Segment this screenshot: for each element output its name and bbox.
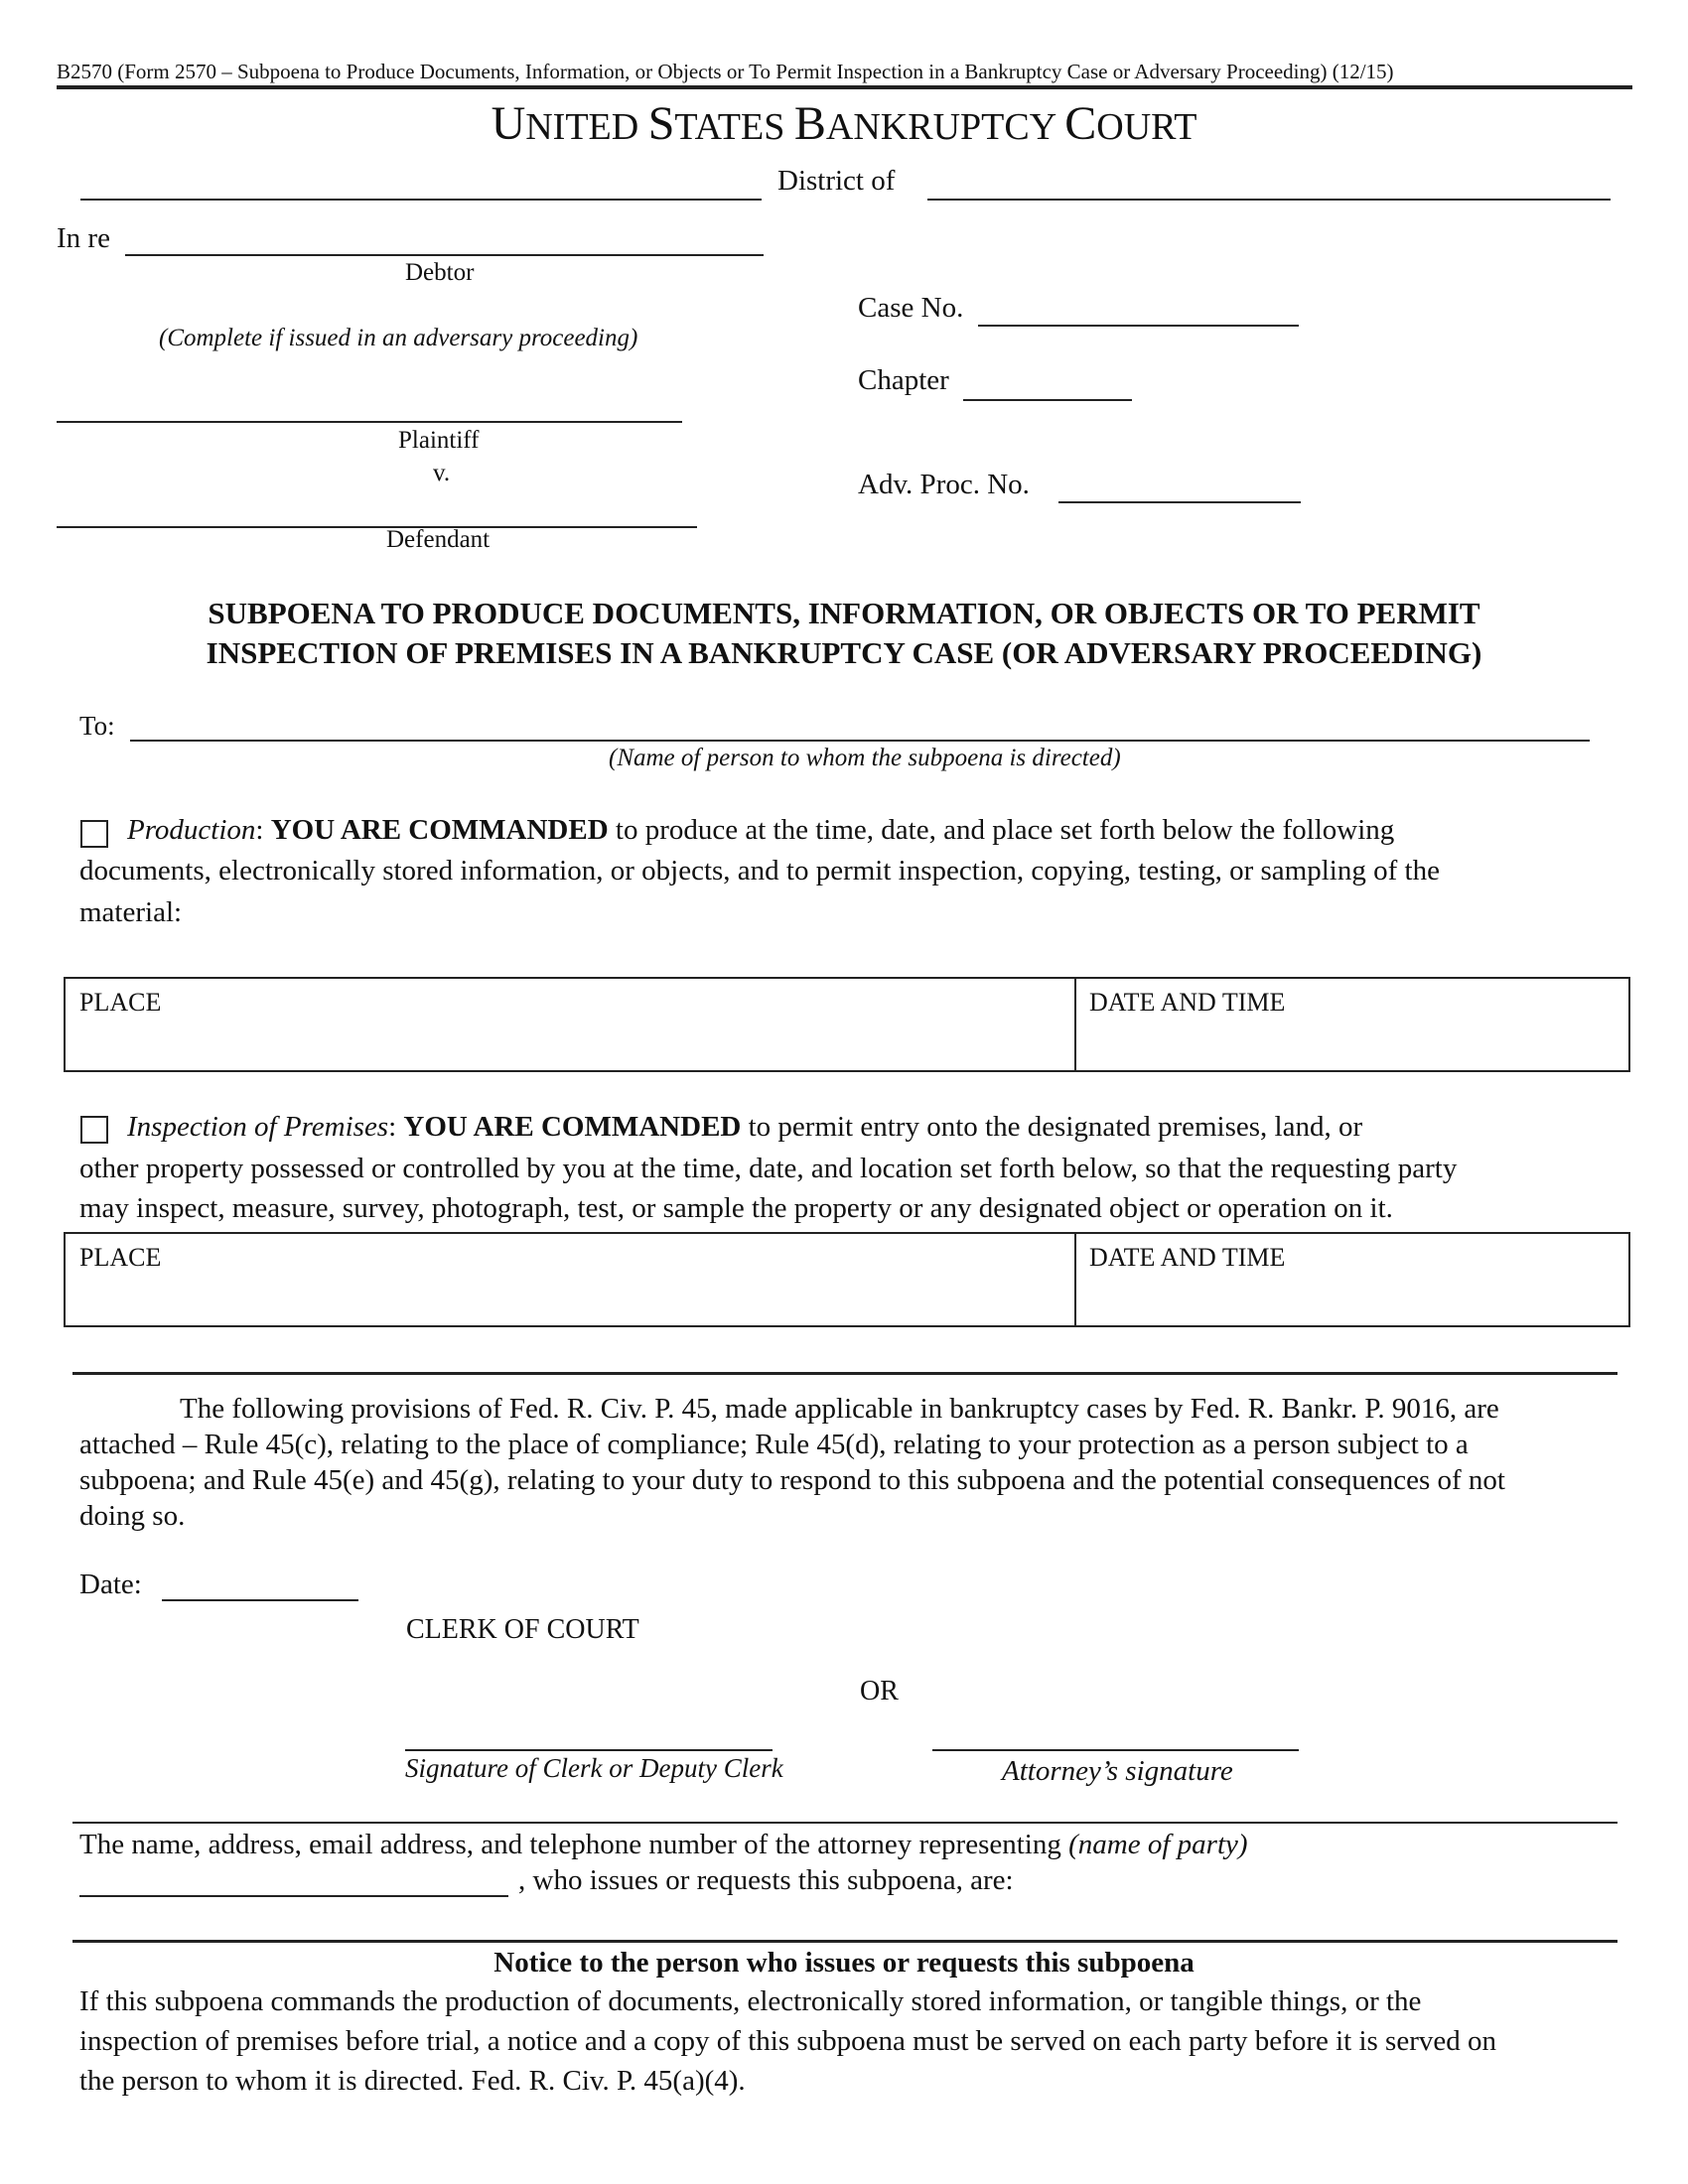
plaintiff-field[interactable] <box>57 421 682 423</box>
attorney-line1: The name, address, email address, and telephone number of the attorney representing (name of party) <box>79 1829 1248 1860</box>
production-datetime-label: DATE AND TIME <box>1089 988 1286 1017</box>
court-title: UNITED STATES BANKRUPTCY COURT <box>491 97 1197 150</box>
production-line1: Production: YOU ARE COMMANDED to produce at the time, date, and place set forth below the following <box>127 814 1395 846</box>
production-command: YOU ARE COMMANDED <box>270 814 609 846</box>
recipient-field[interactable] <box>130 740 1590 742</box>
inspection-line3: may inspect, measure, survey, photograph, test, or sample the property or any designated object or operation on it. <box>79 1192 1393 1224</box>
district-prefix-field[interactable] <box>80 199 762 201</box>
clerk-label: CLERK OF COURT <box>406 1614 639 1645</box>
to-label: To: <box>79 711 115 741</box>
provisions-line2: attached – Rule 45(c), relating to the place of compliance; Rule 45(d), relating to your protection as a person subject to a <box>79 1429 1469 1460</box>
subpoena-title-line1: SUBPOENA TO PRODUCE DOCUMENTS, INFORMATION, OR OBJECTS OR TO PERMIT <box>208 596 1480 630</box>
district-field[interactable] <box>927 199 1611 201</box>
inspection-line2: other property possessed or controlled by you at the time, date, and location set forth below, so that the requesting party <box>79 1153 1458 1184</box>
chapter-label: Chapter <box>858 364 949 396</box>
production-place-label: PLACE <box>79 988 162 1017</box>
date-field[interactable] <box>162 1599 358 1601</box>
chapter-field[interactable] <box>963 399 1132 401</box>
adv-proc-label: Adv. Proc. No. <box>858 469 1030 500</box>
recipient-note: (Name of person to whom the subpoena is directed) <box>609 745 1121 771</box>
plaintiff-label: Plaintiff <box>398 427 480 454</box>
provisions-line1: The following provisions of Fed. R. Civ. P. 45, made applicable in bankruptcy cases by Fed. R. Bankr. P. 9016, are <box>180 1393 1499 1425</box>
production-line3: material: <box>79 896 183 928</box>
notice-heading: Notice to the person who issues or requests this subpoena <box>493 1947 1195 1979</box>
or-label: OR <box>860 1676 899 1706</box>
production-label: Production <box>127 814 256 846</box>
versus-label: v. <box>433 460 451 486</box>
provisions-line3: subpoena; and Rule 45(e) and 45(g), relating to your duty to respond to this subpoena and the potential consequences of not <box>79 1464 1505 1496</box>
header-rule <box>57 85 1632 89</box>
case-no-label: Case No. <box>858 292 964 324</box>
notice-line1: If this subpoena commands the production of documents, electronically stored information, or tangible things, or the <box>79 1985 1422 2017</box>
party-name-field[interactable] <box>79 1895 508 1897</box>
production-checkbox[interactable] <box>80 820 108 848</box>
production-line2: documents, electronically stored information, or objects, and to permit inspection, copying, testing, or sampling of the <box>79 855 1440 887</box>
defendant-label: Defendant <box>386 526 491 553</box>
debtor-field[interactable] <box>125 254 764 256</box>
notice-rule <box>72 1940 1618 1943</box>
inspection-place-cell[interactable] <box>66 1234 1074 1325</box>
inspection-place-label: PLACE <box>79 1243 162 1272</box>
attorney-rule <box>72 1822 1618 1824</box>
section-rule <box>72 1372 1618 1375</box>
attorney-line2: , who issues or requests this subpoena, are: <box>518 1864 1014 1896</box>
district-label: District of <box>777 165 896 197</box>
inspection-command: YOU ARE COMMANDED <box>403 1111 742 1143</box>
clerk-signature-field[interactable] <box>405 1749 773 1751</box>
subpoena-title-line2: INSPECTION OF PREMISES IN A BANKRUPTCY CASE (OR ADVERSARY PROCEEDING) <box>206 635 1482 670</box>
date-label: Date: <box>79 1569 142 1600</box>
attorney-signature-field[interactable] <box>932 1749 1299 1751</box>
production-place-cell[interactable] <box>66 979 1074 1070</box>
inspection-label: Inspection of Premises <box>127 1111 389 1143</box>
party-note: (name of party) <box>1068 1829 1248 1860</box>
inspection-checkbox[interactable] <box>80 1116 108 1144</box>
case-no-field[interactable] <box>978 325 1299 327</box>
clerk-signature-label: Signature of Clerk or Deputy Clerk <box>405 1753 783 1783</box>
inspection-datetime-label: DATE AND TIME <box>1089 1243 1286 1272</box>
notice-line3: the person to whom it is directed. Fed. R. Civ. P. 45(a)(4). <box>79 2065 746 2097</box>
attorney-signature-label: Attorney’s signature <box>1002 1755 1233 1787</box>
adversary-note: (Complete if issued in an adversary proceeding) <box>159 325 638 351</box>
in-re-label: In re <box>57 222 110 254</box>
form-id: B2570 (Form 2570 – Subpoena to Produce Documents, Information, or Objects or To Permit Inspection in a Bankruptcy Case or Adversary Proceeding) (12/15) <box>57 60 1394 83</box>
debtor-label: Debtor <box>405 259 475 286</box>
provisions-line4: doing so. <box>79 1500 186 1532</box>
defendant-field[interactable] <box>57 526 697 528</box>
adv-proc-field[interactable] <box>1058 501 1301 503</box>
inspection-line1: Inspection of Premises: YOU ARE COMMANDED to permit entry onto the designated premises, land, or <box>127 1111 1363 1143</box>
notice-line2: inspection of premises before trial, a notice and a copy of this subpoena must be served on each party before it is served on <box>79 2025 1496 2057</box>
